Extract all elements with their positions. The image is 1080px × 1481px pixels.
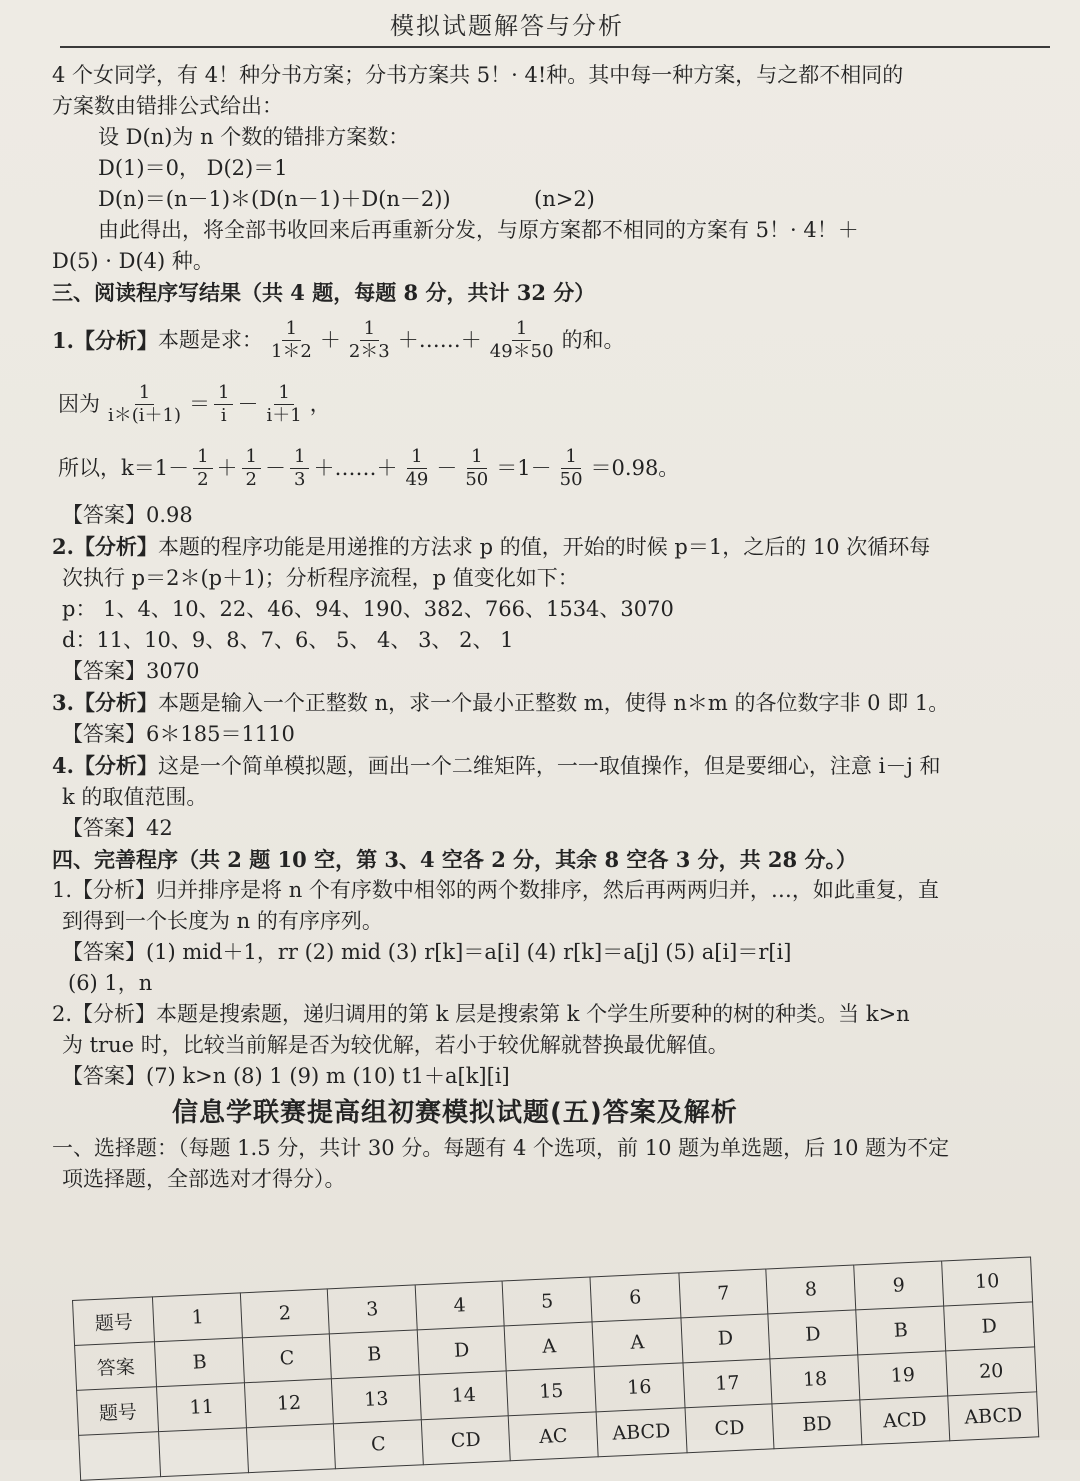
paper-title: 信息学联赛提高组初赛模拟试题(五)答案及解析 bbox=[172, 1098, 738, 1128]
table-cell: A bbox=[504, 1322, 594, 1371]
numerator: 1 bbox=[561, 446, 580, 469]
text: 本题是求： bbox=[157, 327, 263, 352]
table-cell: 14 bbox=[419, 1371, 509, 1420]
text: ， bbox=[309, 391, 331, 416]
q4-analysis bbox=[52, 750, 1037, 782]
answer-line: 【答案】0.98 bbox=[62, 503, 193, 527]
sequence-p: p： 1、4、10、22、46、94、190、382、766、1534、3070 bbox=[62, 597, 674, 621]
page-content bbox=[52, 60, 1037, 1195]
denominator: i＊(i＋1) bbox=[108, 404, 182, 426]
fraction bbox=[345, 318, 394, 363]
table-cell: AC bbox=[509, 1412, 599, 1461]
operator: ＋ bbox=[319, 327, 341, 352]
header-title: 模拟试题解答与分析 bbox=[390, 12, 624, 40]
operator: － bbox=[265, 455, 286, 480]
row-label-empty bbox=[79, 1432, 161, 1481]
q3-analysis bbox=[52, 687, 1037, 719]
answer-line: (6) 1，n bbox=[68, 971, 153, 995]
question-tag: 3.【分析】 bbox=[52, 690, 158, 715]
fraction bbox=[401, 446, 432, 491]
text-line: 4 个女同学，有 4！种分书方案；分书方案共 5！· 4!种。其中每一种方案，与之都不相同的 bbox=[52, 63, 904, 87]
fraction bbox=[556, 446, 587, 491]
numerator: 1 bbox=[242, 446, 261, 469]
table-cell: ACD bbox=[860, 1396, 950, 1445]
formula-condition: (n>2) bbox=[534, 187, 595, 211]
operator: ＋……＋ bbox=[313, 455, 398, 480]
answer-line: 【答案】(7) k>n (8) 1 (9) m (10) t1＋a[k][i] bbox=[62, 1064, 510, 1088]
table-cell: 17 bbox=[683, 1359, 773, 1408]
table-cell: B bbox=[155, 1338, 244, 1387]
numerator: 1 bbox=[282, 318, 301, 341]
text-line: 方案数由错排公式给出： bbox=[52, 94, 283, 118]
table-cell: 19 bbox=[858, 1351, 948, 1400]
table-cell bbox=[159, 1428, 248, 1477]
table-cell: A bbox=[592, 1318, 683, 1367]
table-cell: C bbox=[242, 1334, 331, 1383]
text: 本题是输入一个正整数 n，求一个最小正整数 m，使得 n＊m 的各位数字非 0 即 1。 bbox=[157, 691, 950, 715]
section-heading: 四、完善程序（共 2 题 10 空，第 3、4 空各 2 分，其余 8 空各 3 分，共 28 分。） bbox=[52, 847, 857, 872]
table-cell: B bbox=[856, 1306, 946, 1355]
numerator: 1 bbox=[467, 446, 486, 469]
fraction bbox=[193, 446, 212, 491]
table-cell: 9 bbox=[854, 1261, 944, 1310]
q2-analysis bbox=[52, 531, 1037, 563]
answer-line: 【答案】3070 bbox=[62, 659, 200, 683]
table-cell: D bbox=[417, 1326, 507, 1375]
denominator: 49 bbox=[405, 468, 429, 490]
text-line: 到得到一个长度为 n 的有序序列。 bbox=[62, 909, 383, 933]
answer-line: 【答案】(1) mid＋1，rr (2) mid (3) r[k]＝a[i] (4) r[k]＝a[j] (5) a[i]＝r[i] bbox=[62, 940, 792, 964]
numerator: 1 bbox=[274, 382, 293, 405]
denominator: i＋1 bbox=[266, 404, 302, 426]
numerator: 1 bbox=[214, 382, 233, 405]
table-cell: 6 bbox=[590, 1273, 681, 1322]
table-cell: D bbox=[681, 1314, 771, 1363]
fraction bbox=[104, 382, 185, 427]
answer-line: 【答案】42 bbox=[62, 816, 173, 840]
table-cell: 10 bbox=[942, 1257, 1033, 1306]
numerator: 1 bbox=[360, 318, 379, 341]
text-line: D(1)＝0， D(2)＝1 bbox=[98, 156, 288, 180]
text-line: 项选择题，全部选对才得分）。 bbox=[62, 1167, 346, 1191]
operator: ＝1－ bbox=[496, 455, 552, 480]
text: 这是一个简单模拟题，画出一个二维矩阵，一一取值操作，但是要细心，注意 i－j 和 bbox=[157, 754, 941, 778]
row-label: 题号 bbox=[73, 1297, 155, 1346]
section-heading: 三、阅读程序写结果（共 4 题，每题 8 分，共计 32 分） bbox=[52, 280, 596, 305]
text-line: 2.【分析】本题是搜索题，递归调用的第 k 层是搜索第 k 个学生所要种的树的种类。当 k>n bbox=[52, 1002, 910, 1026]
table-cell: D bbox=[944, 1302, 1035, 1351]
table-cell: 5 bbox=[502, 1277, 592, 1326]
denominator: 2 bbox=[197, 468, 209, 490]
text-line: k 的取值范围。 bbox=[62, 785, 208, 809]
section-heading: 一、选择题：（每题 1.5 分，共计 30 分。每题有 4 个选项，前 10 题为单选题，后 10 题为不定 bbox=[52, 1136, 950, 1160]
fraction bbox=[262, 382, 305, 427]
denominator: 50 bbox=[465, 468, 489, 490]
table-cell: 7 bbox=[679, 1269, 769, 1318]
q1-therefore bbox=[52, 436, 1037, 500]
numerator: 1 bbox=[135, 382, 154, 405]
text-line bbox=[52, 184, 1037, 215]
numerator: 1 bbox=[193, 446, 212, 469]
operator: － bbox=[237, 391, 259, 416]
table-cell: 3 bbox=[328, 1285, 417, 1334]
denominator: 1＊2 bbox=[270, 340, 312, 362]
table-cell: C bbox=[334, 1420, 423, 1469]
text-line: 由此得出，将全部书收回来后再重新分发，与原方案都不相同的方案有 5！· 4！＋ bbox=[98, 218, 859, 242]
numerator: 1 bbox=[512, 318, 531, 341]
denominator: 2 bbox=[245, 468, 257, 490]
text: ＝0.98。 bbox=[590, 455, 680, 480]
denominator: 49＊50 bbox=[489, 340, 554, 362]
fraction bbox=[214, 382, 233, 427]
operator: ＝ bbox=[189, 391, 211, 416]
text-line: 设 D(n)为 n 个数的错排方案数： bbox=[98, 125, 410, 149]
fraction bbox=[242, 446, 261, 491]
text-line: 次执行 p＝2＊(p＋1)；分析程序流程，p 值变化如下： bbox=[62, 566, 579, 590]
text-line: 1.【分析】归并排序是将 n 个有序数中相邻的两个数排序，然后再两两归并，…，如此重复，直 bbox=[52, 878, 939, 902]
table-cell: ABCD bbox=[596, 1408, 687, 1457]
sequence-d: d：11、10、9、8、7、6、 5、 4、 3、 2、 1 bbox=[62, 628, 514, 652]
table-cell: 4 bbox=[415, 1281, 505, 1330]
answer-line: 【答案】6＊185＝1110 bbox=[62, 722, 295, 746]
operator: － bbox=[436, 455, 458, 480]
table-cell: B bbox=[330, 1330, 419, 1379]
table-cell: 16 bbox=[594, 1363, 685, 1412]
denominator: 50 bbox=[559, 468, 583, 490]
table-cell: 1 bbox=[153, 1293, 242, 1342]
operator: ＋ bbox=[216, 455, 238, 480]
operator: ＋……＋ bbox=[397, 327, 482, 352]
text-line: D(5) · D(4) 种。 bbox=[52, 249, 214, 273]
numerator: 1 bbox=[290, 446, 309, 469]
fraction bbox=[267, 318, 316, 363]
table-cell: 2 bbox=[240, 1289, 329, 1338]
table-cell: 20 bbox=[946, 1347, 1037, 1396]
text-line: 为 true 时，比较当前解是否为较优解，若小于较优解就替换最优解值。 bbox=[62, 1033, 729, 1057]
question-tag: 2.【分析】 bbox=[52, 534, 158, 559]
table-cell: D bbox=[768, 1310, 858, 1359]
table-cell: CD bbox=[685, 1404, 775, 1453]
formula: D(n)＝(n－1)＊(D(n－1)＋D(n－2)) bbox=[98, 187, 451, 211]
table-cell: BD bbox=[772, 1400, 862, 1449]
text: 本题的程序功能是用递推的方法求 p 的值，开始的时候 p＝1，之后的 10 次循环每 bbox=[157, 535, 931, 559]
row-label: 题号 bbox=[77, 1387, 159, 1436]
table-cell: 15 bbox=[507, 1367, 597, 1416]
table-cell: CD bbox=[421, 1416, 511, 1465]
table-cell: 8 bbox=[766, 1265, 856, 1314]
text: 的和。 bbox=[561, 327, 625, 352]
table-cell: 12 bbox=[244, 1379, 333, 1428]
answer-table bbox=[72, 1256, 1039, 1480]
table-cell: 11 bbox=[157, 1383, 246, 1432]
question-tag: 1.【分析】 bbox=[52, 327, 158, 353]
fraction bbox=[461, 446, 492, 491]
question-tag: 4.【分析】 bbox=[52, 753, 158, 778]
fraction bbox=[486, 318, 558, 363]
denominator: 3 bbox=[294, 468, 306, 490]
table-cell: 18 bbox=[770, 1355, 860, 1404]
q1-analysis bbox=[52, 308, 1037, 372]
q1-because bbox=[52, 372, 1037, 436]
row-label: 答案 bbox=[75, 1342, 157, 1391]
denominator: 2＊3 bbox=[348, 340, 390, 362]
table-cell bbox=[246, 1424, 335, 1473]
table-cell: 13 bbox=[332, 1375, 421, 1424]
text: 因为 bbox=[58, 391, 100, 416]
fraction bbox=[290, 446, 309, 491]
numerator: 1 bbox=[407, 446, 426, 469]
page-header bbox=[60, 0, 1050, 48]
table-cell: ABCD bbox=[948, 1392, 1039, 1441]
text: 所以，k＝1－ bbox=[58, 455, 190, 480]
denominator: i bbox=[220, 404, 227, 426]
